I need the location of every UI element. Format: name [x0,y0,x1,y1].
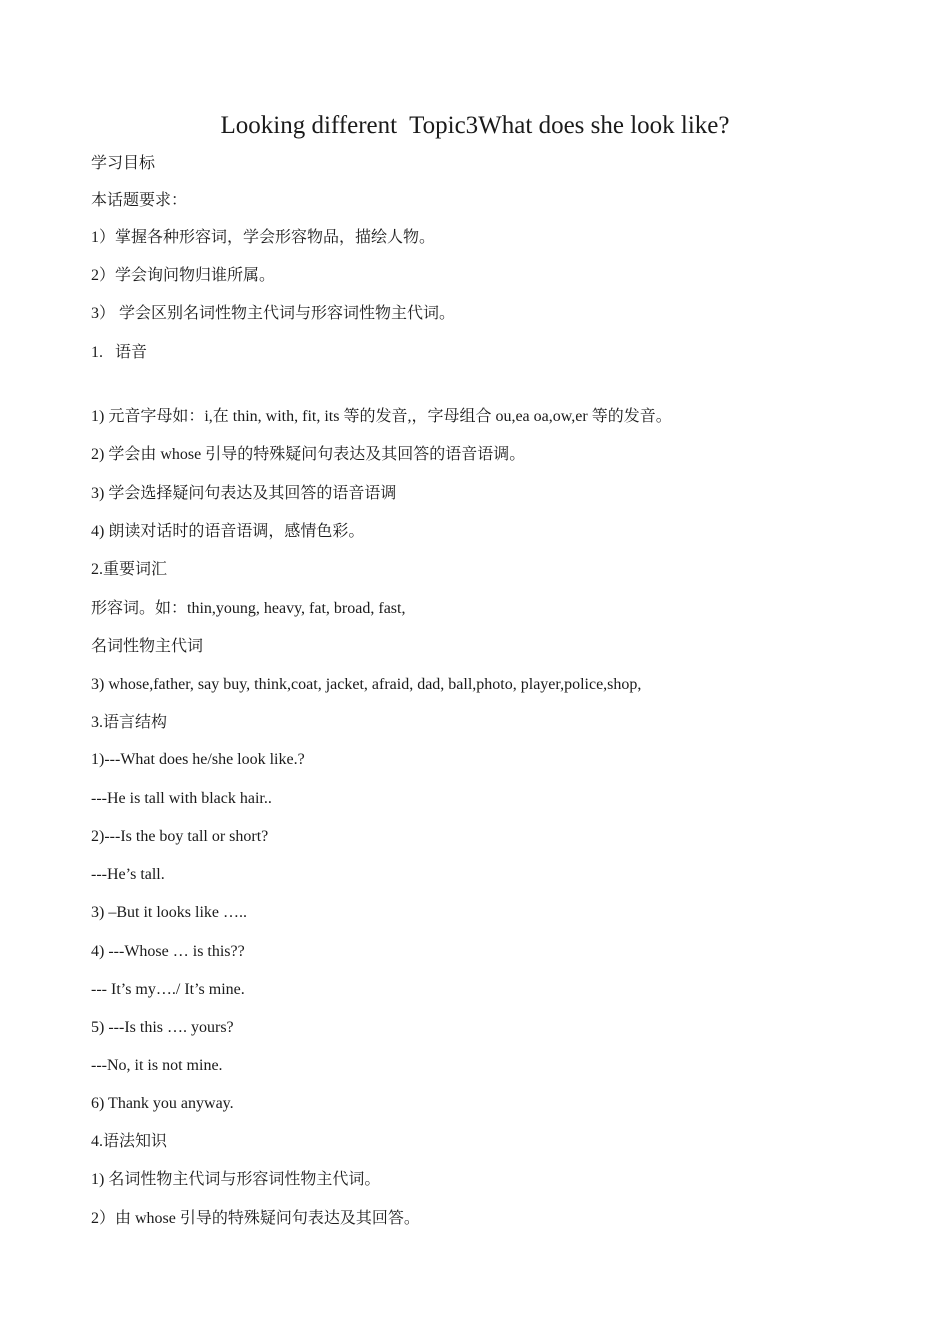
document-line: 2) 学会由 whose 引导的特殊疑问句表达及其回答的语音语调。 [91,446,526,463]
document-line: 2)---Is the boy tall or short? [91,828,269,845]
document-line: 形容词。如：thin,young, heavy, fat, broad, fast, [91,600,406,617]
document-line: 3) whose,father, say buy, think,coat, jacket, afraid, dad, ball,photo, player,police,shop, [91,676,642,693]
document-line: 2）学会询问物归谁所属。 [91,267,276,284]
document-line: 6) Thank you anyway. [91,1095,234,1112]
document-line: 2）由 whose 引导的特殊疑问句表达及其回答。 [91,1210,420,1227]
document-line: 5) ---Is this …. yours? [91,1019,234,1036]
document-line: ---No, it is not mine. [91,1057,223,1074]
document-line: 1）掌握各种形容词，学会形容物品，描绘人物。 [91,229,436,246]
document-line: 4) 朗读对话时的语音语调，感情色彩。 [91,523,365,540]
document-line: 2.重要词汇 [91,561,168,578]
document-line: 3） 学会区别名词性物主代词与形容词性物主代词。 [91,305,456,322]
document-line: 1) 名词性物主代词与形容词性物主代词。 [91,1171,381,1188]
document-line: 名词性物主代词 [91,638,204,655]
document-line: 本话题要求： [91,192,188,209]
document-line: 1) 元音字母如：i,在 thin, with, fit, its 等的发音,，字母组合 ou,ea oa,ow,er 等的发音。 [91,408,672,425]
document-line: 3) –But it looks like ….. [91,904,247,921]
document-line: 1. 语音 [91,344,148,361]
document-line: 1)---What does he/she look like.? [91,751,305,768]
document-line: 3.语言结构 [91,714,168,731]
document-line: 3) 学会选择疑问句表达及其回答的语音语调 [91,485,397,502]
document-line: ---He’s tall. [91,866,165,883]
document-line: --- It’s my…./ It’s mine. [91,981,245,998]
document-line: ---He is tall with black hair.. [91,790,272,807]
document-line: 4.语法知识 [91,1133,168,1150]
document-line: 4) ---Whose … is this?? [91,943,245,960]
document-line: 学习目标 [91,155,156,172]
document-title: Looking different Topic3What does she look like? [220,112,730,139]
